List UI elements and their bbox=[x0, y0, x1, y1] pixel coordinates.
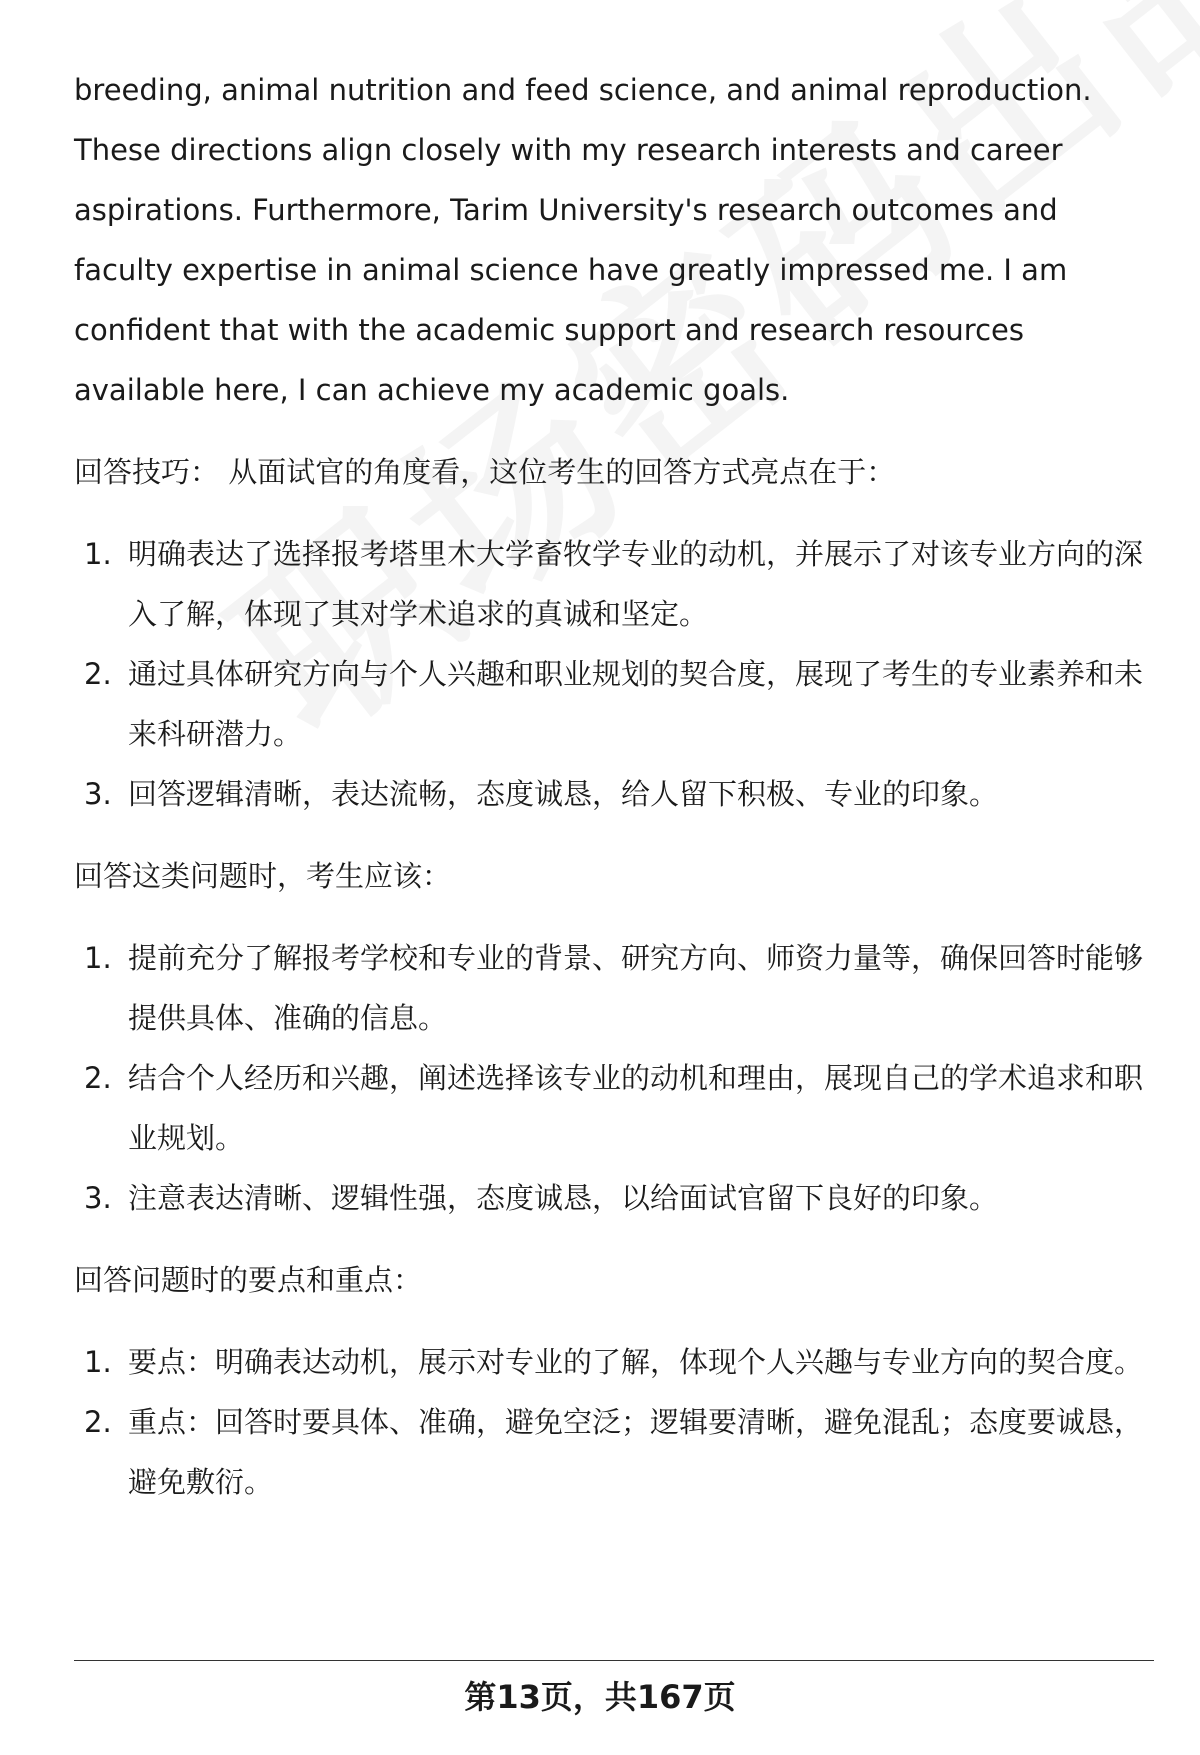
list-item-text: 回答逻辑清晰，表达流畅，态度诚恳，给人留下积极、专业的印象。 bbox=[128, 777, 999, 811]
numbered-list bbox=[74, 524, 1144, 824]
list-number: 1. bbox=[84, 1345, 112, 1379]
list-item-text: 提前充分了解报考学校和专业的背景、研究方向、师资力量等，确保回答时能够提供具体、准确的信息。 bbox=[128, 941, 1144, 1035]
list-number: 2. bbox=[84, 1061, 112, 1095]
numbered-list bbox=[74, 1332, 1144, 1512]
list-item-text: 结合个人经历和兴趣，阐述选择该专业的动机和理由，展现自己的学术追求和职业规划。 bbox=[128, 1061, 1144, 1155]
footer-divider bbox=[74, 1660, 1154, 1661]
page-content bbox=[74, 60, 1144, 1512]
list-number: 3. bbox=[84, 1181, 112, 1215]
list-number: 3. bbox=[84, 777, 112, 811]
list-item bbox=[74, 764, 1144, 824]
list-item bbox=[74, 928, 1144, 1048]
list-item-text: 通过具体研究方向与个人兴趣和职业规划的契合度，展现了考生的专业素养和未来科研潜力。 bbox=[128, 657, 1144, 751]
list-item-text: 明确表达了选择报考塔里木大学畜牧学专业的动机，并展示了对该专业方向的深入了解，体现了其对学术追求的真诚和坚定。 bbox=[128, 537, 1144, 631]
section-heading: 回答这类问题时，考生应该： bbox=[74, 859, 452, 893]
list-item bbox=[74, 524, 1144, 644]
list-number: 2. bbox=[84, 657, 112, 691]
section-answer-tips bbox=[74, 442, 1144, 824]
section-heading: 回答问题时的要点和重点： bbox=[74, 1263, 423, 1297]
list-item bbox=[74, 1048, 1144, 1168]
section-key-points bbox=[74, 1250, 1144, 1512]
page-number: 第13页，共167页 bbox=[464, 1678, 736, 1716]
section-candidate-should bbox=[74, 846, 1144, 1228]
list-item bbox=[74, 1392, 1144, 1512]
list-number: 1. bbox=[84, 537, 112, 571]
list-item bbox=[74, 644, 1144, 764]
section-heading: 回答技巧： 从面试官的角度看，这位考生的回答方式亮点在于： bbox=[74, 455, 896, 489]
numbered-list bbox=[74, 928, 1144, 1228]
list-item-text: 重点：回答时要具体、准确，避免空泛；逻辑要清晰，避免混乱；态度要诚恳，避免敷衍。 bbox=[128, 1405, 1144, 1499]
list-number: 1. bbox=[84, 941, 112, 975]
list-item-text: 注意表达清晰、逻辑性强，态度诚恳，以给面试官留下良好的印象。 bbox=[128, 1181, 999, 1215]
list-number: 2. bbox=[84, 1405, 112, 1439]
list-item-text: 要点：明确表达动机，展示对专业的了解，体现个人兴趣与专业方向的契合度。 bbox=[128, 1345, 1144, 1379]
english-paragraph: breeding, animal nutrition and feed science, and animal reproduction. These directions align closely with my research interests and career aspirations. Furthermore, Tarim University's research outcomes and faculty expertise in animal science have greatly impressed me. I am confident that with the academic support and research resources available here, I can achieve my academic goals. bbox=[74, 73, 1092, 407]
list-item bbox=[74, 1168, 1144, 1228]
list-item bbox=[74, 1332, 1144, 1392]
